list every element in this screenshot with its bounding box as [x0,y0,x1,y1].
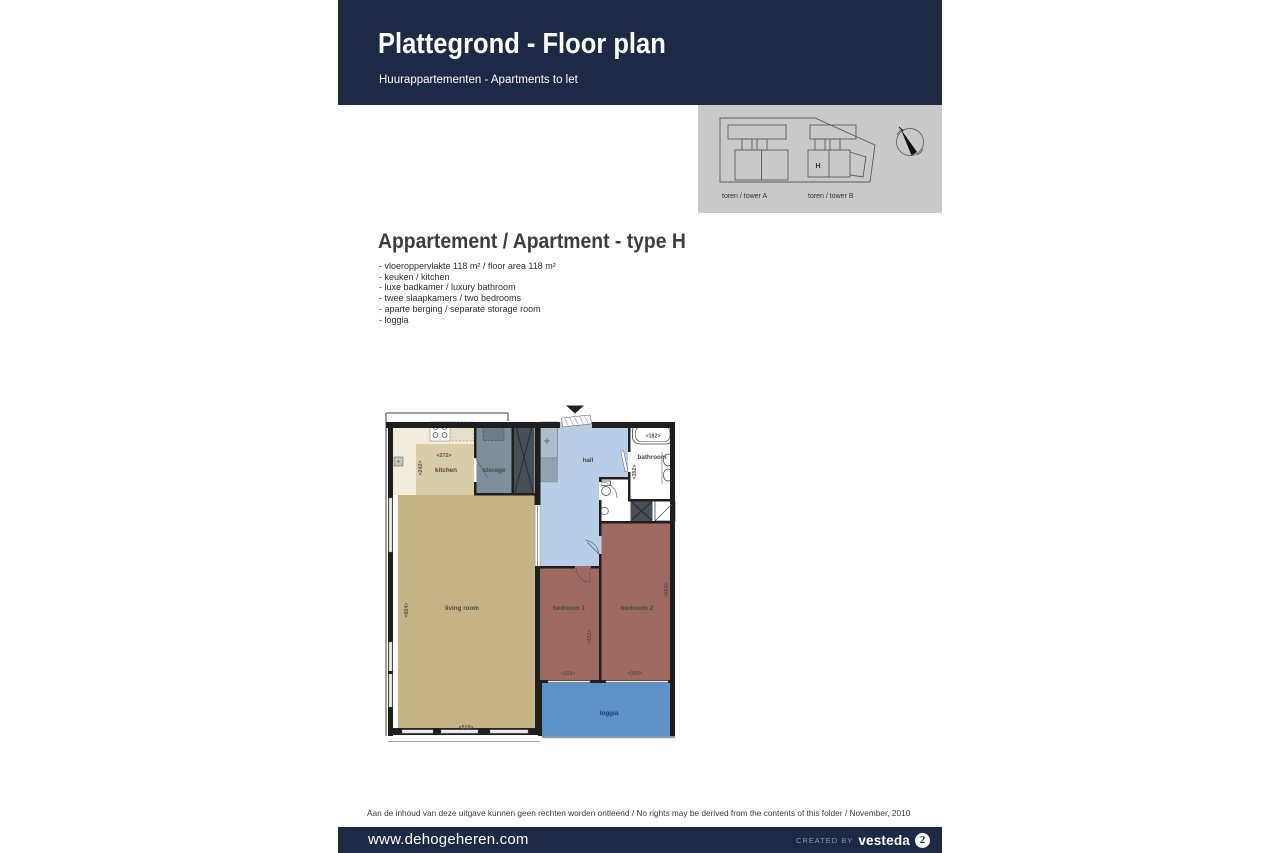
bedroom-2-room [602,523,676,680]
feature-item: - aparte berging / separate storage room [379,303,541,314]
website-link[interactable]: www.dehogeheren.com [368,831,529,848]
apartment-type-heading: Appartement / Apartment - type H [378,229,686,253]
north-compass-icon [897,127,924,156]
bedroom-2-width-dim: <300> [627,671,643,677]
bedroom-1-width-dim: <203> [560,671,576,677]
bedroom-2-label: bedroom 2 [620,605,654,612]
page-title: Plattegrond - Floor plan [378,28,666,60]
feature-item: - loggia [379,314,409,325]
site-plan-drawing [698,105,942,213]
feature-item: - twee slaapkamers / two bedrooms [379,293,522,304]
bathroom-label: bathroom [637,454,667,461]
bedroom-1-label: bedroom 1 [552,605,586,612]
living-depth-dim: <924> [404,602,410,618]
tower-a-outline [728,125,788,180]
kitchen-label: kitchen [434,467,458,474]
unit-h-marker: H [815,163,821,170]
site-locator [698,105,942,213]
entrance-marker [566,406,584,414]
feature-list [379,261,556,325]
bedroom-1-depth-dim: <432> [587,629,593,645]
feature-item: - vloeroppervlakte 118 m² / floor area 118 m² [379,261,556,271]
credit-group [796,827,930,853]
bedroom-2-depth-dim: <604> [664,582,670,598]
tower-b-label: toren / tower B [808,193,854,200]
bedroom-1-room [540,568,599,680]
hall-cabinet-bottom [541,458,558,482]
living-room-label: living room [445,605,479,612]
created-by-label: CREATED BY [795,835,854,845]
disclaimer-text: Aan de inhoud van deze uitgave kunnen geen rechten worden ontleend / No rights may be derived from the contents of this folder / November, 2010 [367,808,911,818]
bathroom-depth-dim: <352> [632,464,638,480]
hall-label: hall [582,457,594,464]
kitchen-width-dim: <272> [436,453,452,459]
storage-label: storage [482,467,506,474]
vesteda-logo-icon: 2 [915,833,930,848]
living-room-area [398,495,535,733]
floor-plan [378,400,678,753]
bathtub-dim: <182> [645,433,661,440]
feature-item: - luxe badkamer / luxury bathroom [379,282,516,293]
vesteda-brand: vesteda [858,832,910,848]
tower-a-label: toren / tower A [722,193,768,200]
header-bar [338,0,942,105]
footer-bar [338,827,942,853]
loggia-glass-edge [542,736,675,738]
living-width-dim: <510> [458,725,474,731]
loggia-label: loggia [599,710,619,717]
entrance-door [562,406,592,427]
feature-item: - keuken / kitchen [379,271,450,282]
kitchen-depth-dim: <242> [418,460,424,476]
page-subtitle: Huurappartementen - Apartments to let [379,74,578,86]
